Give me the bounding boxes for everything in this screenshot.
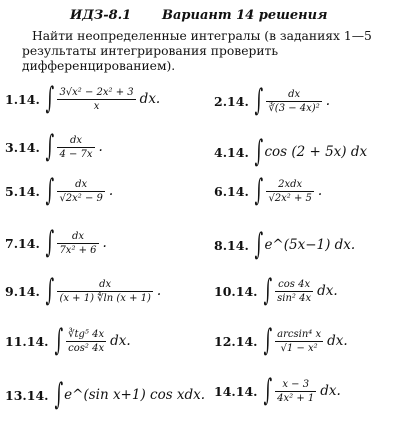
problem-9: 9.14. ∫ $\frac{dx}{(x + 1) ∜\ln (x + 1)}$ . — [5, 273, 162, 308]
integral-sign: ∫ — [54, 377, 63, 412]
fraction: $\frac{dx}{(x + 1) ∜\ln (x + 1)}$ — [59, 278, 151, 304]
integral-sign: ∫ — [45, 81, 54, 116]
integral-sign: ∫ — [54, 323, 63, 358]
problem-10: 10.14. ∫ $\frac{\cos 4x}{\text{sin² 4x}}$ dx. — [214, 273, 338, 308]
problem-14: 14.14. ∫ $\frac{x - 3}{\text{4x² + 1}}$ dx. — [214, 373, 341, 408]
problem-3: 3.14. ∫ $\frac{dx}{4 - 7x}$ . — [5, 129, 103, 164]
integral-sign: ∫ — [263, 373, 272, 408]
fraction: $\frac{\text{∛tg⁵ 4x}}{\text{cos² 4x}}$ — [68, 328, 105, 354]
integral-sign: ∫ — [254, 173, 263, 208]
fraction: $\frac{x - 3}{\text{4x² + 1}}$ — [277, 378, 315, 404]
variant-title: Вариант 14 решения — [162, 8, 328, 23]
integral-sign: ∫ — [263, 323, 272, 358]
fraction: $\frac{\text{2xdx}}{\text{√2x² + 5}}$ — [268, 178, 312, 204]
problem-6: 6.14. ∫ $\frac{\text{2xdx}}{\text{√2x² + 5}}$ . — [214, 173, 323, 208]
fraction: $\frac{\cos 4x}{\text{sin² 4x}}$ — [277, 278, 312, 304]
fraction: $\frac{dx}{\text{7x² + 6}}$ — [59, 230, 97, 256]
integral-sign: ∫ — [263, 273, 272, 308]
fraction: $\frac{\text{3√x² − 2x² + 3}}{x}$ — [59, 86, 134, 112]
integral-sign: ∫ — [45, 273, 54, 308]
problem-8: 8.14. ∫ e^(5x−1) dx. — [214, 227, 356, 262]
integral-sign: ∫ — [254, 134, 263, 169]
fraction: $\frac{dx}{\text{√2x² − 9}}$ — [59, 178, 103, 204]
problem-12: 12.14. ∫ $\frac{\text{arcsin⁴ x}}{\text{√1 − x²}}$ dx. — [214, 323, 348, 358]
problem-2: 2.14. ∫ $\frac{dx}{\text{∛(3 − 4x)²}}$ . — [214, 83, 331, 118]
integral-sign: ∫ — [254, 83, 263, 118]
integral-sign: ∫ — [45, 173, 54, 208]
fraction: $\frac{\text{arcsin⁴ x}}{\text{√1 − x²}}$ — [277, 328, 322, 354]
problem-13: 13.14. ∫ e^(sin x+1) cos xdx. — [5, 377, 206, 412]
integral-sign: ∫ — [45, 129, 54, 164]
problem-7: 7.14. ∫ $\frac{dx}{\text{7x² + 6}}$ . — [5, 225, 107, 260]
integral-sign: ∫ — [254, 227, 263, 262]
fraction: $\frac{dx}{\text{∛(3 − 4x)²}}$ — [268, 88, 320, 114]
integral-sign: ∫ — [45, 225, 54, 260]
problem-1: 1.14. ∫ $\frac{\text{3√x² − 2x² + 3}}{x}$ dx. — [5, 81, 161, 116]
problem-11: 11.14. ∫ $\frac{\text{∛tg⁵ 4x}}{\text{cos² 4x}}$ dx. — [5, 323, 131, 358]
fraction: $\frac{dx}{4 - 7x}$ — [59, 134, 93, 160]
problem-5: 5.14. ∫ $\frac{dx}{\text{√2x² − 9}}$ . — [5, 173, 114, 208]
assignment-code: ИДЗ-8.1 — [70, 8, 132, 23]
problem-4: 4.14. ∫ cos (2 + 5x) dx — [214, 134, 368, 169]
instructions: Найти неопределенные интегралы (в заданиях 1—5 результаты интегрирования проверить дифференцированием). — [22, 29, 372, 73]
